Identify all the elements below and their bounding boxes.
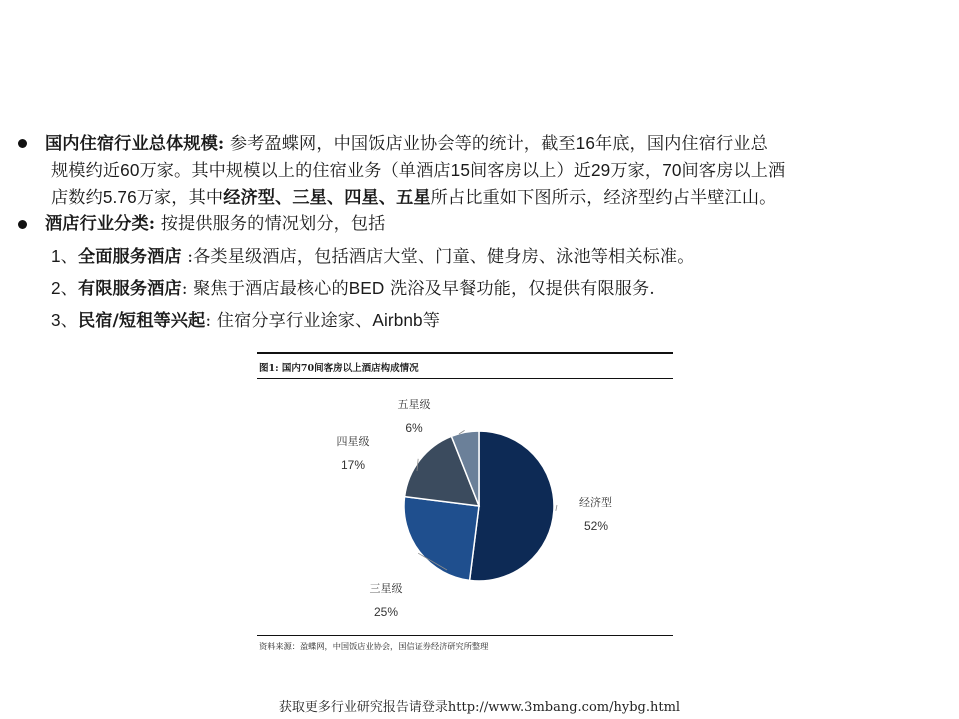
category-desc: : 聚焦于酒店最核心的	[181, 279, 349, 299]
category-desc: : 住宿分享行业途家、	[205, 311, 373, 331]
slice-three-star	[404, 497, 479, 581]
category-desc-2: 等	[422, 311, 440, 331]
slice-value-label: 6%	[405, 421, 423, 435]
chart-source: 资料来源：盈蝶网，中国饭店业协会，国信证券经济研究所整理	[259, 641, 489, 651]
slice-label: 五星级	[397, 398, 431, 411]
category-latin: Airbnb	[372, 310, 423, 330]
bullet-1-line-2	[14, 157, 949, 184]
figure-top-rule	[257, 352, 673, 354]
slice-label: 三星级	[369, 582, 403, 595]
slice-economy	[470, 431, 554, 581]
bullet-dot-icon	[18, 220, 27, 229]
footer-link-text: 获取更多行业研究报告请登录http://www.3mbang.com/hybg.html	[278, 700, 681, 715]
bullet-dot-icon	[18, 139, 27, 148]
bullet-1-l2-d: 万家，	[610, 161, 663, 181]
bullet-list	[14, 130, 949, 334]
figure-bottom-rule	[257, 635, 673, 636]
category-title: 民宿/短租等兴起	[77, 311, 206, 331]
bullet-1-l3-b: 万家，其中	[136, 188, 224, 208]
bullet-1-num: 16	[575, 133, 595, 153]
category-desc-2: 洗浴及早餐功能，仅提供有限服务.	[384, 279, 655, 299]
bullet-2-heading: 酒店行业分类:	[45, 214, 156, 234]
bullet-1-l3-bold: 经济型、三星、四星、五星	[223, 188, 431, 208]
leader-line	[556, 505, 557, 511]
bullet-1-l2-a: 规模约近	[51, 161, 121, 181]
category-item-3	[51, 307, 949, 334]
bullet-1-l2-num4: 70	[662, 160, 682, 180]
bullet-1-text-b: 年底，国内住宿行业总	[594, 134, 768, 154]
bullet-1-text-a: 参考盈蝶网，中国饭店业协会等的统计，截至	[224, 134, 576, 154]
bullet-1-line-3	[14, 184, 949, 211]
category-num: 2、	[51, 278, 78, 298]
chart-title: 图1: 国内70间客房以上酒店构成情况	[259, 363, 419, 374]
bullet-2-text: 按提供服务的情况划分，包括	[155, 214, 386, 234]
slice-label: 经济型	[579, 496, 612, 509]
bullet-1-l2-b: 万家。其中规模以上的住宿业务（单酒店	[139, 161, 451, 181]
bullet-1-l2-c: 间客房以上）近	[470, 161, 592, 181]
slice-label: 四星级	[336, 435, 370, 448]
bullet-1-l3-a: 店数约	[51, 188, 103, 208]
category-latin: BED	[348, 278, 385, 298]
bullet-1-l2-num1: 60	[120, 160, 140, 180]
slice-value-label: 25%	[373, 605, 399, 619]
chart-figure	[257, 352, 673, 652]
bullet-1-line-1	[14, 130, 949, 157]
category-desc: :各类星级酒店，包括酒店大堂、门童、健身房、泳池等相关标准。	[181, 247, 695, 267]
bullet-1-l3-c: 所占比重如下图所示，经济型约占半壁江山。	[430, 188, 777, 208]
bullet-1-heading: 国内住宿行业总体规模:	[45, 134, 225, 154]
hotel-category-list	[14, 243, 949, 334]
category-title: 全面服务酒店	[77, 247, 182, 267]
category-item-2	[51, 275, 949, 302]
bullet-1-l2-num2: 15	[450, 160, 470, 180]
bullet-2-line	[14, 211, 949, 237]
bullet-1-l2-e: 间客房以上酒	[681, 161, 786, 181]
slice-value-label: 52%	[584, 519, 609, 533]
category-num: 3、	[51, 310, 78, 330]
pie-chart	[257, 382, 673, 634]
bullet-1-l2-num3: 29	[591, 160, 611, 180]
category-num: 1、	[51, 246, 78, 266]
category-item-1	[51, 243, 949, 270]
category-title: 有限服务酒店	[77, 279, 182, 299]
figure-title-rule	[257, 378, 673, 379]
slice-value-label: 17%	[340, 458, 366, 472]
bullet-1-l3-num: 5.76	[102, 187, 137, 207]
